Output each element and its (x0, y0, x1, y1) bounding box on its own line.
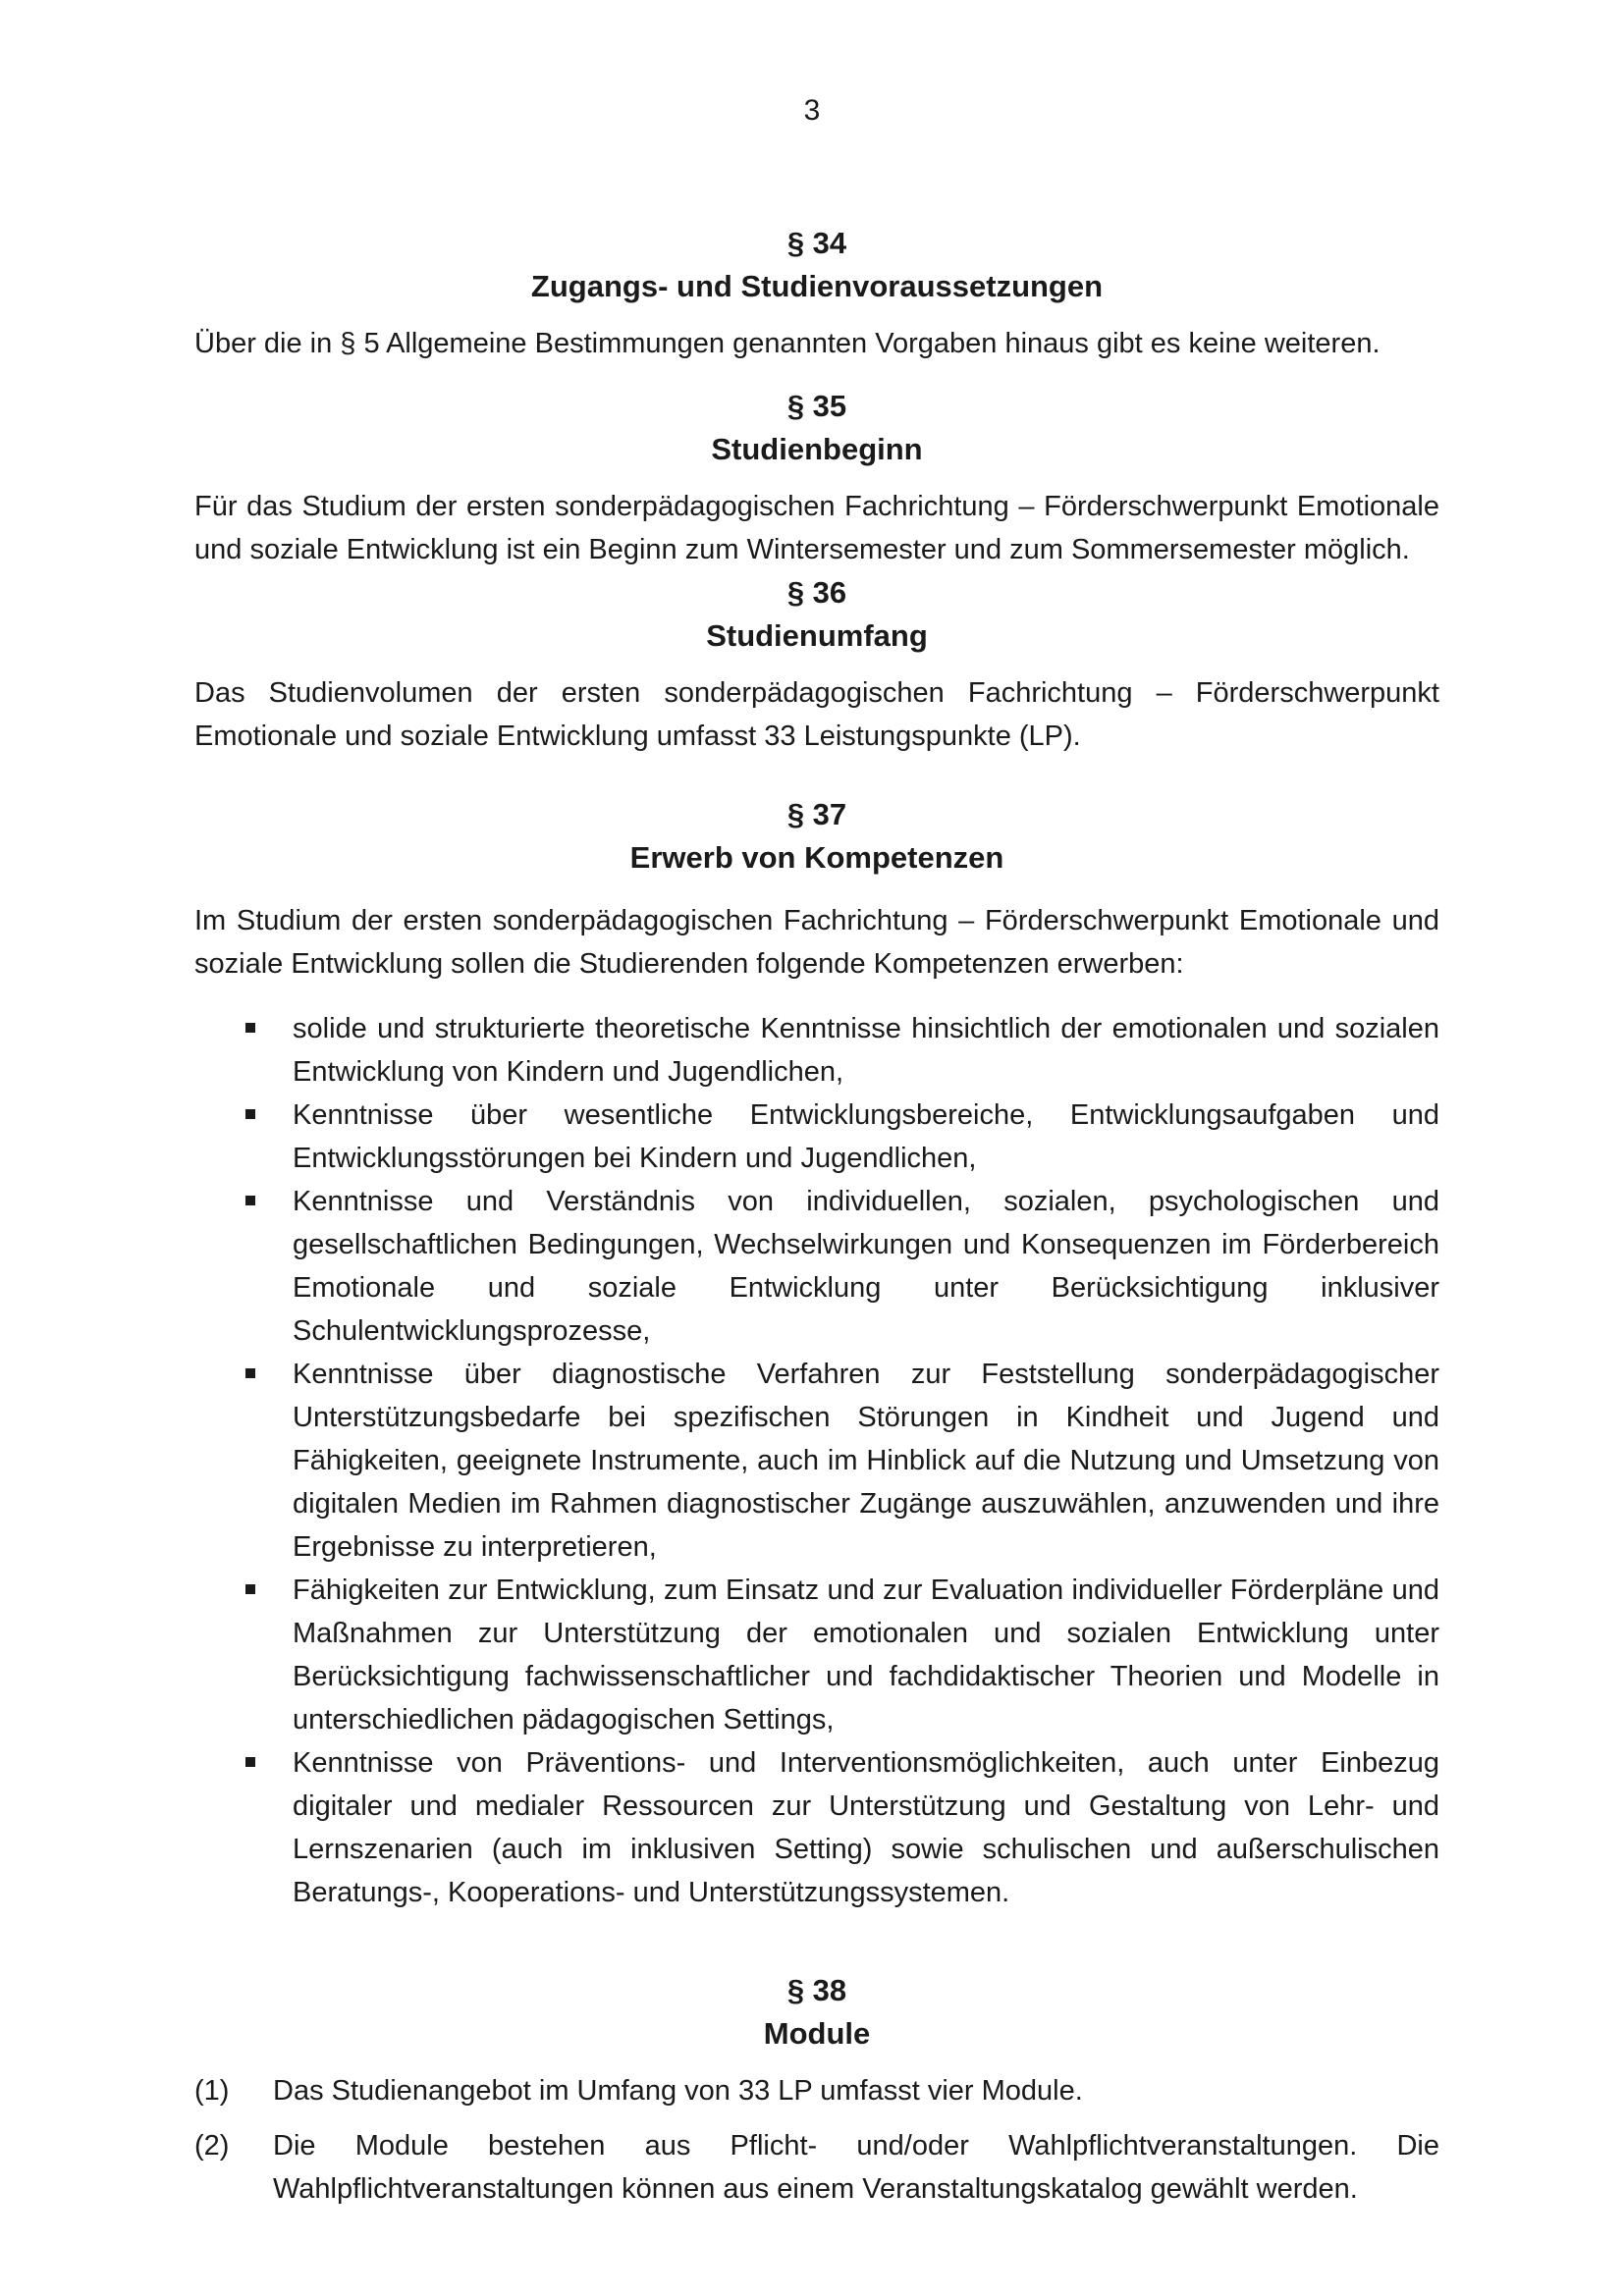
square-bullet-icon (245, 1757, 255, 1767)
item-text: Die Module bestehen aus Pflicht- und/oder Wahlpflichtveranstaltungen. Die Wahlpflichtveranstaltungen können aus einem Veranstaltungskatalog gewählt werden. (273, 2130, 1439, 2205)
square-bullet-icon (245, 1368, 255, 1378)
section-38 (194, 1969, 1439, 2211)
list-item (194, 1007, 1439, 1094)
page-number: 3 (803, 94, 821, 127)
square-bullet-icon (245, 1196, 255, 1205)
list-item-text: Kenntnisse und Verständnis von individuellen, sozialen, psychologischen und gesellschaftlichen Bedingungen, Wechselwirkungen und Konsequenzen im Förderbereich Emotionale und soziale Entwicklung unter Berücksichtigung inklusiver Schulentwicklungsprozesse, (293, 1186, 1439, 1347)
section-37 (194, 793, 1439, 1914)
section-paragraph: Im Studium der ersten sonderpädagogischen Fachrichtung – Förderschwerpunkt Emotionale und soziale Entwicklung sollen die Studierenden folgende Kompetenzen erwerben: (194, 905, 1439, 980)
section-title: Studienbeginn (711, 432, 923, 466)
square-bullet-icon (245, 1023, 255, 1033)
competence-list (194, 1007, 1439, 1914)
list-item (194, 1569, 1439, 1741)
section-number: § 37 (786, 797, 847, 831)
item-number: (1) (194, 2075, 230, 2107)
section-paragraph: Über die in § 5 Allgemeine Bestimmungen genannten Vorgaben hinaus gibt es keine weiteren. (194, 328, 1380, 359)
list-item (194, 1180, 1439, 1353)
section-title: Module (763, 2016, 871, 2051)
section-number: § 34 (786, 226, 847, 260)
list-item-text: solide und strukturierte theoretische Kenntnisse hinsichtlich der emotionalen und sozialen Entwicklung von Kindern und Jugendlichen, (293, 1013, 1439, 1088)
section-title: Studienumfang (706, 618, 928, 653)
section-36 (194, 571, 1439, 758)
section-title: Erwerb von Kompetenzen (629, 840, 1004, 875)
section-34 (194, 222, 1439, 365)
section-title: Zugangs- und Studienvoraussetzungen (530, 269, 1104, 303)
section-number: § 36 (786, 575, 847, 610)
numbered-item (194, 2124, 1439, 2211)
list-item (194, 1094, 1439, 1180)
section-paragraph: Für das Studium der ersten sonderpädagogischen Fachrichtung – Förderschwerpunkt Emotionale und soziale Entwicklung ist ein Beginn zum Wintersemester und zum Sommersemester möglich. (194, 491, 1439, 565)
document-body (194, 222, 1439, 2222)
item-number: (2) (194, 2130, 230, 2162)
list-item (194, 1741, 1439, 1914)
numbered-item (194, 2069, 1439, 2112)
list-item-text: Kenntnisse über wesentliche Entwicklungsbereiche, Entwicklungsaufgaben und Entwicklungsstörungen bei Kindern und Jugendlichen, (293, 1099, 1439, 1174)
list-item (194, 1353, 1439, 1569)
square-bullet-icon (245, 1109, 255, 1119)
list-item-text: Fähigkeiten zur Entwicklung, zum Einsatz und zur Evaluation individueller Förderpläne und Maßnahmen zur Unterstützung der emotionalen und sozialen Entwicklung unter Berücksichtigung fachwissenschaftlicher und fachdidaktischer Theorien und Modelle in unterschiedlichen pädagogischen Settings, (293, 1575, 1439, 1735)
square-bullet-icon (245, 1584, 255, 1594)
section-35 (194, 385, 1439, 571)
item-text: Das Studienangebot im Umfang von 33 LP umfasst vier Module. (273, 2075, 1083, 2107)
section-paragraph: Das Studienvolumen der ersten sonderpädagogischen Fachrichtung – Förderschwerpunkt Emotionale und soziale Entwicklung umfasst 33 Leistungspunkte (LP). (194, 677, 1439, 752)
list-item-text: Kenntnisse über diagnostische Verfahren zur Feststellung sonderpädagogischer Unterstützungsbedarfe bei spezifischen Störungen in Kindheit und Jugend und Fähigkeiten, geeignete Instrumente, auch im Hinblick auf die Nutzung und Umsetzung von digitalen Medien im Rahmen diagnostischer Zugänge auszuwählen, anzuwenden und ihre Ergebnisse zu interpretieren, (293, 1359, 1439, 1563)
module-list (194, 2069, 1439, 2211)
section-number: § 35 (786, 389, 847, 423)
list-item-text: Kenntnisse von Präventions- und Interventionsmöglichkeiten, auch unter Einbezug digitaler und medialer Ressourcen zur Unterstützung und Gestaltung von Lehr- und Lernszenarien (auch im inklusiven Setting) sowie schulischen und außerschulischen Beratungs-, Kooperations- und Unterstützungssystemen. (293, 1747, 1439, 1908)
section-number: § 38 (786, 1973, 847, 2007)
